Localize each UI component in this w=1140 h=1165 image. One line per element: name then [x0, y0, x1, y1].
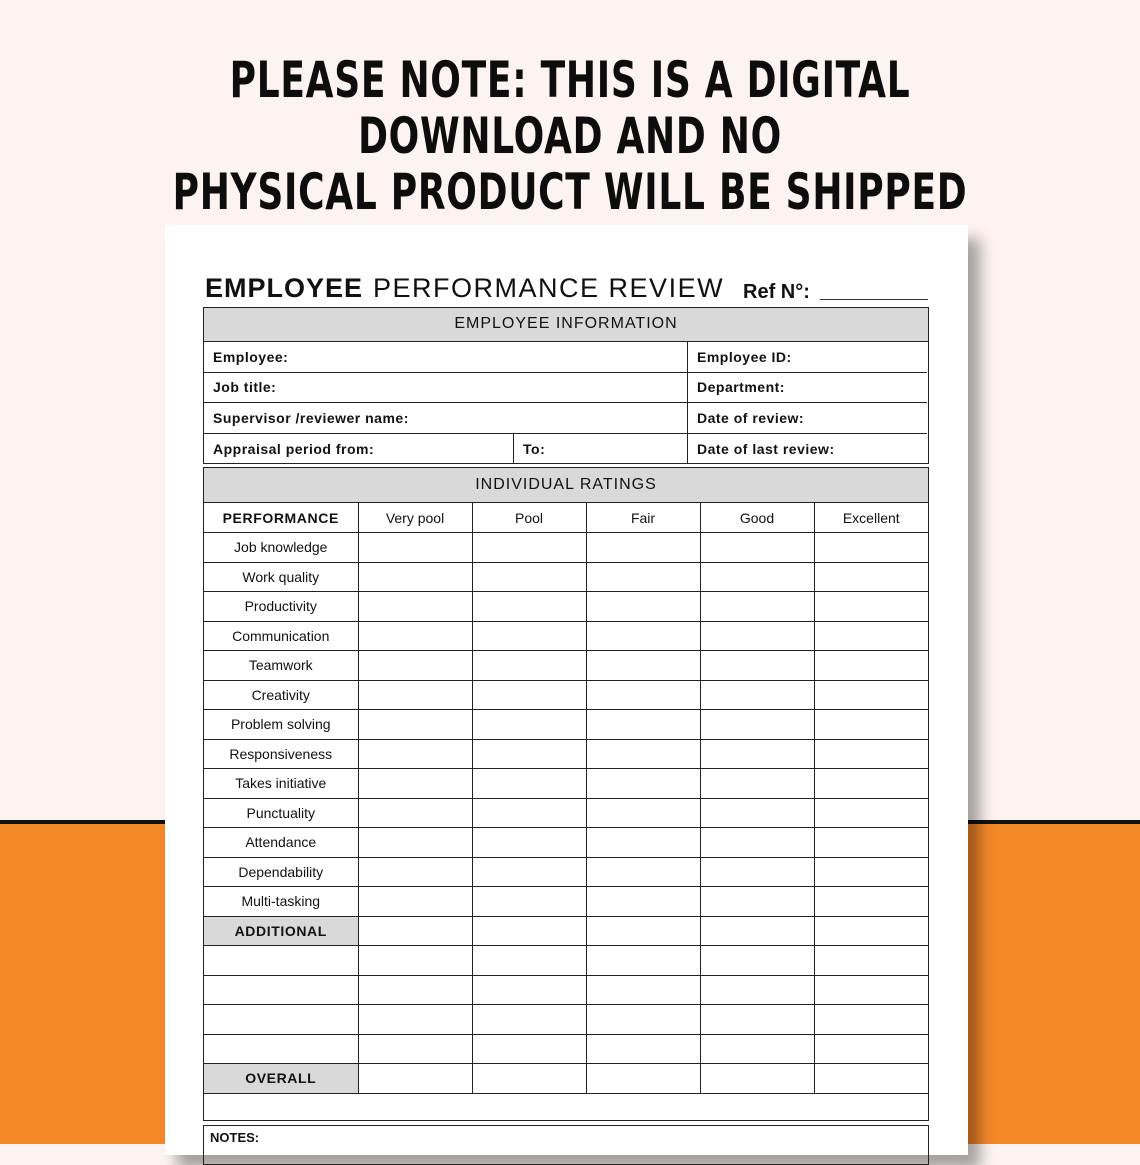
- job-title-field[interactable]: Job title:: [204, 373, 688, 404]
- rating-cell[interactable]: [358, 592, 472, 622]
- rating-cell[interactable]: [700, 533, 814, 563]
- employee-id-field[interactable]: Employee ID:: [688, 342, 927, 373]
- rating-cell[interactable]: [586, 857, 700, 887]
- criterion-label: Takes initiative: [204, 769, 358, 799]
- rating-cell[interactable]: [586, 798, 700, 828]
- rating-cell[interactable]: [700, 651, 814, 681]
- rating-cell[interactable]: [472, 1034, 586, 1064]
- blank-criterion-row: [204, 975, 928, 1005]
- rating-cell[interactable]: [472, 710, 586, 740]
- rating-cell[interactable]: [814, 621, 928, 651]
- rating-cell[interactable]: [586, 1064, 700, 1094]
- rating-cell[interactable]: [814, 887, 928, 917]
- rating-cell[interactable]: [472, 946, 586, 976]
- criterion-row: [204, 680, 928, 710]
- rating-cell[interactable]: [358, 975, 472, 1005]
- additional-label: ADDITIONAL: [204, 916, 358, 946]
- criterion-row: [204, 739, 928, 769]
- rating-cell[interactable]: [586, 651, 700, 681]
- ratings-table: [204, 503, 928, 1094]
- rating-cell[interactable]: [700, 946, 814, 976]
- title-employee: EMPLOYEE: [205, 273, 364, 303]
- rating-cell[interactable]: [472, 887, 586, 917]
- criterion-label: Communication: [204, 621, 358, 651]
- rating-cell[interactable]: [814, 828, 928, 858]
- column-header-excellent: Excellent: [814, 503, 928, 533]
- criterion-label: Teamwork: [204, 651, 358, 681]
- rating-cell[interactable]: [586, 769, 700, 799]
- criterion-row: [204, 621, 928, 651]
- criterion-label: Work quality: [204, 562, 358, 592]
- rating-cell[interactable]: [814, 1005, 928, 1035]
- criterion-row: [204, 769, 928, 799]
- rating-cell[interactable]: [586, 975, 700, 1005]
- rating-cell[interactable]: [586, 592, 700, 622]
- rating-cell[interactable]: [814, 916, 928, 946]
- employee-information-section: [203, 307, 929, 464]
- rating-cell[interactable]: [472, 975, 586, 1005]
- notes-label: NOTES:: [210, 1130, 260, 1145]
- rating-cell[interactable]: [358, 533, 472, 563]
- date-of-last-review-field[interactable]: Date of last review:: [697, 440, 835, 457]
- rating-cell[interactable]: [700, 887, 814, 917]
- rating-cell[interactable]: [700, 828, 814, 858]
- rating-cell[interactable]: [586, 916, 700, 946]
- column-header-good: Good: [700, 503, 814, 533]
- rating-cell[interactable]: [814, 592, 928, 622]
- criterion-row: [204, 857, 928, 887]
- notes-field[interactable]: [203, 1125, 929, 1165]
- rating-cell[interactable]: [472, 621, 586, 651]
- department-field[interactable]: Department:: [688, 373, 927, 404]
- rating-cell[interactable]: [358, 1064, 472, 1094]
- overall-row: [204, 1064, 928, 1094]
- rating-cell[interactable]: [472, 798, 586, 828]
- blank-criterion-field[interactable]: [204, 1034, 358, 1064]
- criterion-row: [204, 651, 928, 681]
- ref-number-field[interactable]: [820, 299, 928, 300]
- review-form-sheet: [165, 225, 968, 1155]
- blank-criterion-field[interactable]: [204, 1005, 358, 1035]
- criterion-row: [204, 887, 928, 917]
- rating-cell[interactable]: [358, 739, 472, 769]
- appraisal-period-from-field[interactable]: Appraisal period from:: [204, 434, 514, 464]
- criterion-label: Problem solving: [204, 710, 358, 740]
- rating-cell[interactable]: [472, 651, 586, 681]
- individual-ratings-section: [203, 467, 929, 1121]
- criterion-label: Dependability: [204, 857, 358, 887]
- criterion-label: Responsiveness: [204, 739, 358, 769]
- rating-cell[interactable]: [814, 710, 928, 740]
- rating-cell[interactable]: [586, 1034, 700, 1064]
- column-header-performance: PERFORMANCE: [204, 503, 358, 533]
- rating-cell[interactable]: [586, 1005, 700, 1035]
- rating-cell[interactable]: [814, 975, 928, 1005]
- rating-cell[interactable]: [472, 533, 586, 563]
- rating-cell[interactable]: [358, 680, 472, 710]
- criterion-row: [204, 798, 928, 828]
- rating-cell[interactable]: [358, 769, 472, 799]
- individual-ratings-heading: INDIVIDUAL RATINGS: [204, 468, 928, 503]
- rating-cell[interactable]: [472, 592, 586, 622]
- rating-cell[interactable]: [358, 710, 472, 740]
- rating-cell[interactable]: [358, 828, 472, 858]
- ref-number-label: Ref N°:: [743, 281, 810, 303]
- rating-cell[interactable]: [586, 828, 700, 858]
- rating-cell[interactable]: [586, 562, 700, 592]
- rating-cell[interactable]: [700, 739, 814, 769]
- overall-label: OVERALL: [204, 1064, 358, 1094]
- employee-field[interactable]: Employee:: [204, 342, 688, 373]
- rating-cell[interactable]: [814, 533, 928, 563]
- criterion-label: Job knowledge: [204, 533, 358, 563]
- form-title: [205, 273, 930, 307]
- column-header-fair: Fair: [586, 503, 700, 533]
- criterion-row: [204, 533, 928, 563]
- rating-cell[interactable]: [472, 680, 586, 710]
- rating-cell[interactable]: [472, 739, 586, 769]
- rating-cell[interactable]: [472, 1064, 586, 1094]
- blank-criterion-row: [204, 1005, 928, 1035]
- rating-cell[interactable]: [700, 769, 814, 799]
- rating-cell[interactable]: [472, 857, 586, 887]
- rating-cell[interactable]: [700, 857, 814, 887]
- criterion-label: Productivity: [204, 592, 358, 622]
- rating-cell[interactable]: [700, 592, 814, 622]
- rating-cell[interactable]: [472, 916, 586, 946]
- blank-criterion-row: [204, 1034, 928, 1064]
- employee-information-grid: [204, 342, 928, 462]
- rating-cell[interactable]: [358, 946, 472, 976]
- rating-cell[interactable]: [358, 916, 472, 946]
- rating-cell[interactable]: [358, 651, 472, 681]
- notice-line-2: PHYSICAL PRODUCT WILL BE SHIPPED: [172, 163, 968, 221]
- rating-cell[interactable]: [358, 1034, 472, 1064]
- rating-cell[interactable]: [700, 798, 814, 828]
- column-header-very-pool: Very pool: [358, 503, 472, 533]
- rating-cell[interactable]: [814, 680, 928, 710]
- rating-cell[interactable]: [586, 621, 700, 651]
- rating-cell[interactable]: [814, 769, 928, 799]
- rating-cell[interactable]: [586, 680, 700, 710]
- additional-row: [204, 916, 928, 946]
- rating-cell[interactable]: [700, 710, 814, 740]
- notice-line-1: PLEASE NOTE: THIS IS A DIGITAL DOWNLOAD AND NO: [229, 51, 911, 165]
- criterion-label: Multi-tasking: [204, 887, 358, 917]
- rating-cell[interactable]: [472, 828, 586, 858]
- ratings-header-row: [204, 503, 928, 533]
- criterion-label: Creativity: [204, 680, 358, 710]
- rating-cell[interactable]: [358, 621, 472, 651]
- blank-criterion-field[interactable]: [204, 946, 358, 976]
- criterion-row: [204, 828, 928, 858]
- rating-cell[interactable]: [700, 1034, 814, 1064]
- employee-information-heading: EMPLOYEE INFORMATION: [204, 308, 928, 342]
- rating-cell[interactable]: [814, 562, 928, 592]
- rating-cell[interactable]: [700, 916, 814, 946]
- rating-cell[interactable]: [358, 562, 472, 592]
- rating-cell[interactable]: [814, 946, 928, 976]
- blank-criterion-field[interactable]: [204, 975, 358, 1005]
- rating-cell[interactable]: [472, 1005, 586, 1035]
- rating-cell[interactable]: [700, 562, 814, 592]
- rating-cell[interactable]: [700, 1005, 814, 1035]
- rating-cell[interactable]: [358, 857, 472, 887]
- rating-cell[interactable]: [586, 710, 700, 740]
- rating-cell[interactable]: [586, 946, 700, 976]
- criterion-label: Punctuality: [204, 798, 358, 828]
- rating-cell[interactable]: [700, 621, 814, 651]
- rating-cell[interactable]: [814, 739, 928, 769]
- rating-cell[interactable]: [814, 1064, 928, 1094]
- rating-cell[interactable]: [814, 651, 928, 681]
- rating-cell[interactable]: [358, 887, 472, 917]
- rating-cell[interactable]: [472, 562, 586, 592]
- rating-cell[interactable]: [814, 798, 928, 828]
- rating-cell[interactable]: [472, 769, 586, 799]
- date-of-review-field[interactable]: Date of review:: [688, 403, 927, 434]
- column-header-pool: Pool: [472, 503, 586, 533]
- rating-cell[interactable]: [700, 1064, 814, 1094]
- criterion-label: Attendance: [204, 828, 358, 858]
- rating-cell[interactable]: [586, 739, 700, 769]
- supervisor-name-field[interactable]: Supervisor /reviewer name:: [204, 403, 688, 434]
- appraisal-period-to-field[interactable]: To:: [514, 434, 688, 464]
- rating-cell[interactable]: [358, 798, 472, 828]
- rating-cell[interactable]: [700, 975, 814, 1005]
- blank-criterion-row: [204, 946, 928, 976]
- criterion-row: [204, 562, 928, 592]
- criterion-row: [204, 592, 928, 622]
- rating-cell[interactable]: [700, 680, 814, 710]
- rating-cell[interactable]: [814, 1034, 928, 1064]
- rating-cell[interactable]: [358, 1005, 472, 1035]
- rating-cell[interactable]: [586, 887, 700, 917]
- criterion-row: [204, 710, 928, 740]
- title-performance-review: PERFORMANCE REVIEW: [373, 273, 725, 303]
- rating-cell[interactable]: [814, 857, 928, 887]
- rating-cell[interactable]: [586, 533, 700, 563]
